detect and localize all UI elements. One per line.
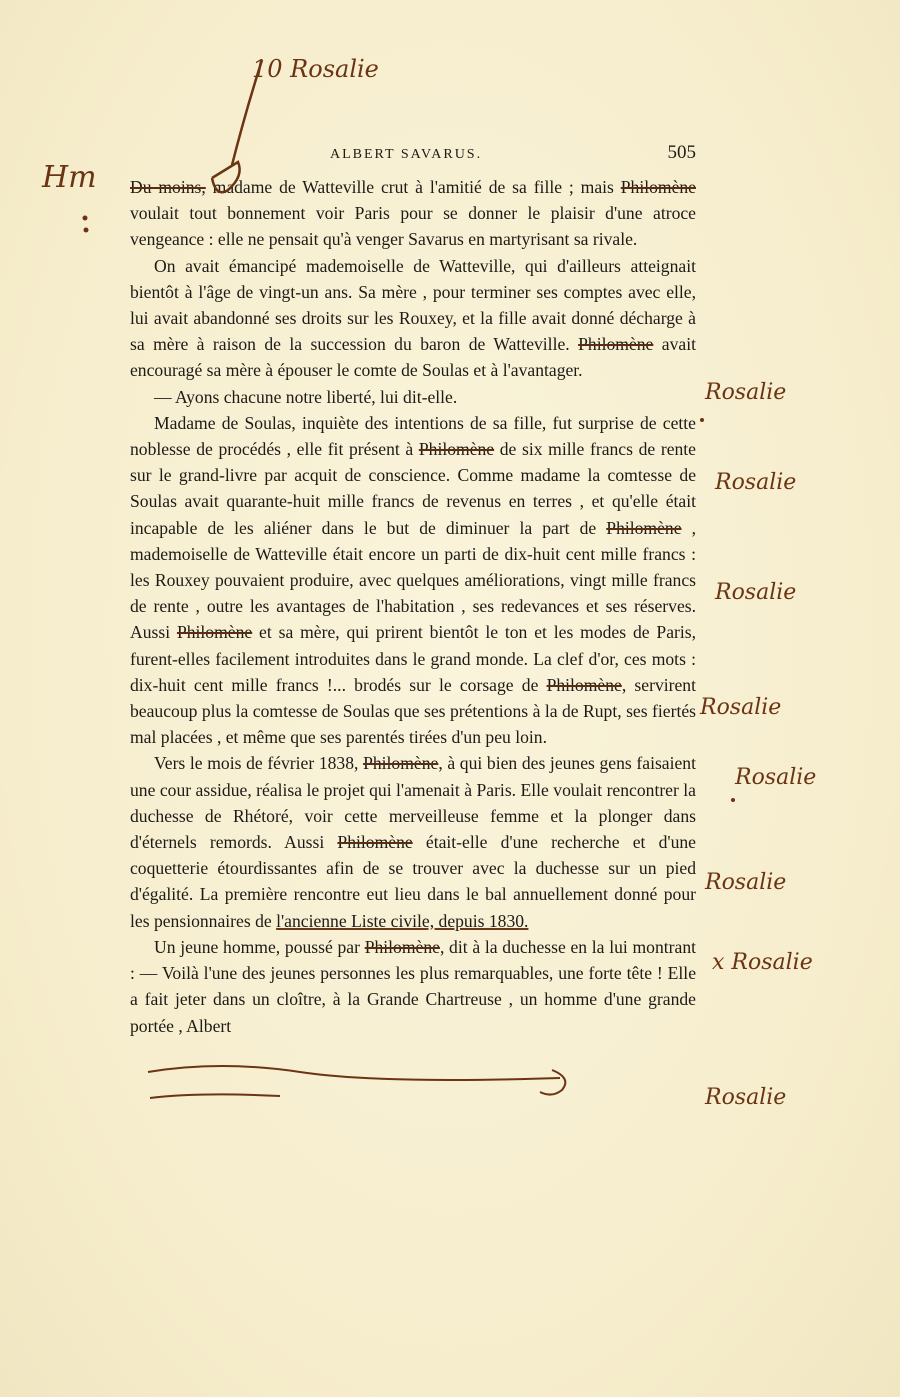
margin-correction: Rosalie: [715, 580, 797, 605]
ink-dot: [83, 216, 88, 221]
text-run: Madame de Soulas, inquiète des intentions de sa fille, fut surprise de cette noblesse de procédés , elle fit présent à: [130, 412, 696, 460]
struck-name: Philomène: [578, 334, 654, 355]
struck-name: Philomène: [337, 832, 413, 853]
paragraph-2: [130, 253, 696, 384]
margin-correction: Rosalie: [705, 870, 787, 895]
margin-correction: Rosalie: [735, 765, 817, 790]
struck-name: Philomène: [176, 622, 253, 643]
margin-correction: Rosalie: [705, 380, 787, 405]
text-run: et sa mère, qui prirent bientôt le ton et les modes de Paris, furent-elles facilement introduites dans le grand monde. La clef d'or, ces mots : dix-huit cent mille francs !... brodés sur le corsage de: [130, 622, 696, 695]
ink-dot: [84, 228, 89, 233]
text-run: madame de Watteville crut à l'amitié de sa fille ; mais: [205, 177, 621, 197]
text-run: voulait tout bonnement voir Paris pour se donner le plaisir d'une atroce vengeance : elle ne pensait qu'à venger Savarus en martyrisant sa rivale.: [130, 203, 696, 250]
underlined-text: l'ancienne Liste civile, depuis 1830.: [276, 910, 529, 931]
text-run: de six mille francs de rente sur le grand-livre par acquit de conscience. Comme madame la comtesse de Soulas avait quarante-huit mille francs de revenus en terres , et qu'elle était incapable de les aliéner dans le but de diminuer la part de: [130, 439, 696, 538]
struck-name: Philomène: [418, 439, 495, 460]
struck-name: Philomène: [606, 517, 682, 538]
ink-dot: [731, 798, 735, 802]
page-number: 505: [667, 142, 696, 163]
paragraph-4: [130, 410, 696, 751]
struck-name: Philomène: [620, 177, 696, 197]
margin-correction: Rosalie: [705, 1085, 787, 1110]
underline-stroke: [148, 1066, 560, 1080]
text-run: , mademoiselle de Watteville était encore un parti de dix-huit cent mille francs : les Rouxey pouvaient produire, avec quelques améliorations, vingt mille francs de rente , outre les avantages de l'habitation , ses redevances et ses réserves. Aussi: [130, 517, 696, 643]
running-head: ALBERT SAVARUS.: [330, 147, 483, 162]
body-text: [130, 174, 696, 1039]
text-run: , à qui bien des jeunes gens faisaient une cour assidue, réalisa le projet qui l'amenait à Paris. Elle voulait rencontrer la duchesse de Rhétoré, voir cette merveilleuse femme et la plonger dans d'éternels remords. Aussi: [130, 753, 696, 853]
paragraph-5: [130, 750, 696, 933]
text-run: avait encouragé sa mère à épouser le comte de Soulas et à l'avantager.: [130, 334, 696, 381]
struck-name: Philomène: [364, 936, 440, 957]
page-header: [130, 144, 696, 168]
struck-text: Du moins,: [130, 177, 206, 197]
margin-correction: Rosalie: [715, 470, 797, 495]
text-run: Vers le mois de février 1838,: [154, 753, 364, 774]
text-run: , servirent beaucoup plus la comtesse de Soulas que ses prétentions à la de Rupt, ses fiertés mal placées , et même que ses parentés tirées d'un peu loin.: [130, 674, 696, 748]
text-run: Un jeune homme, poussé par: [154, 936, 365, 957]
left-margin-annotation: Hm: [42, 160, 97, 195]
paragraph-6: [130, 934, 696, 1039]
paragraph-1: [130, 174, 696, 253]
margin-correction: Rosalie: [700, 695, 782, 720]
ink-dot: [700, 418, 704, 422]
paragraph-3: — Ayons chacune notre liberté, lui dit-elle.: [154, 386, 458, 407]
loop-stroke: [540, 1070, 565, 1095]
text-run: , dit à la duchesse en la lui montrant : — Voilà l'une des jeunes personnes les plus remarquables, une forte tête ! Elle a fait jeter dans un cloître, à la Grande Chartreuse , un homme d'une grande portée , Albert: [130, 936, 697, 1036]
text-run: était-elle d'une recherche et d'une coquetterie étourdissantes afin de se trouver avec la duchesse sur un pied d'égalité. La première rencontre eut lieu dans le bal annuellement donné pour les pensionnaires de: [130, 832, 696, 931]
text-run: On avait émancipé mademoiselle de Watteville, qui d'ailleurs atteignait bientôt à l'âge de vingt-un ans. Sa mère , pour terminer ses comptes avec elle, lui avait abandonné ses droits sur les Rouxey, et la fille avait donné décharge à sa mère à raison de la succession du baron de Watteville.: [130, 255, 696, 355]
struck-name: Philomène: [546, 674, 622, 695]
struck-name: Philomène: [363, 753, 439, 774]
margin-correction: x Rosalie: [712, 950, 813, 975]
top-annotation: 10 Rosalie: [252, 55, 379, 83]
joining-stroke: [150, 1094, 280, 1098]
